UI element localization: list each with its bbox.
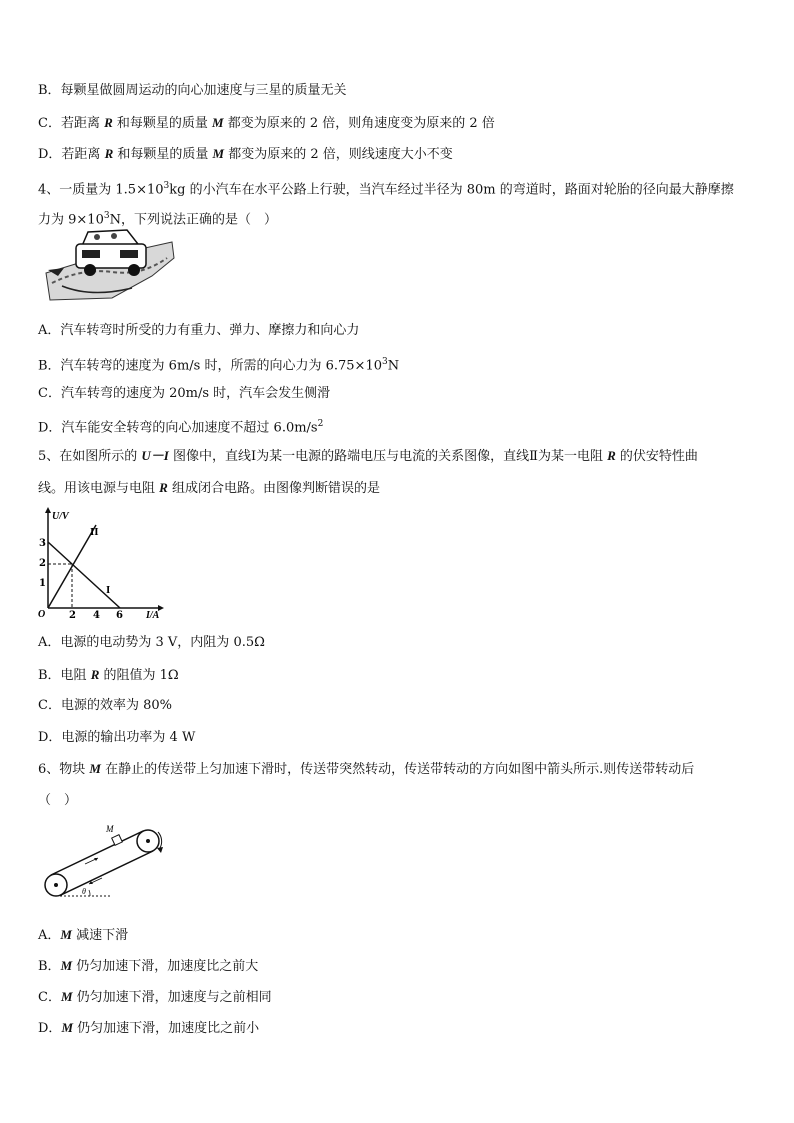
y-axis-arrow-icon [45, 507, 51, 513]
q5-option-c: C．电源的效率为 80% [38, 698, 172, 713]
q6-option-c: C．M 仍匀加速下滑，加速度与之前相同 [38, 989, 272, 1005]
q5-stem-line1: 5、在如图所示的 U－I 图像中，直线Ⅰ为某一电源的路端电压与电流的关系图像，直线Ⅱ为某一电阻 R 的伏安特性曲 [38, 448, 698, 464]
q4-option-d: D．汽车能安全转弯的向心加速度不超过 $6.0m/s^2$ [38, 419, 324, 436]
q4-option-c: C．汽车转弯的速度为 20m/s 时，汽车会发生侧滑 [38, 386, 331, 401]
ui-graph [34, 505, 164, 620]
line-i-source [48, 542, 120, 608]
line-ii-label: II [90, 526, 99, 538]
q4-option-a: A．汽车转弯时所受的力有重力、弹力、摩擦力和向心力 [38, 323, 360, 338]
q3-option-b: B．每颗星做圆周运动的向心加速度与三星的质量无关 [38, 83, 347, 98]
q4-stem-line2: 力为 $9\times 10^3N$，下列说法正确的是（ ） [38, 211, 277, 228]
origin-label: O [38, 609, 46, 620]
y-tick-2: 2 [39, 558, 46, 569]
q6-option-b: B．M 仍匀加速下滑，加速度比之前大 [38, 958, 259, 974]
q3-option-d: D．若距离 R 和每颗星的质量 M 都变为原来的 2 倍，则线速度大小不变 [38, 146, 453, 162]
x-tick-2: 2 [69, 610, 76, 620]
x-tick-4: 4 [93, 610, 100, 620]
x-tick-6: 6 [116, 610, 123, 620]
x-axis-label: I/A [146, 610, 160, 620]
q6-option-a: A．M 减速下滑 [38, 927, 129, 943]
q5-stem-line2: 线。用该电源与电阻 R 组成闭合电路。由图像判断错误的是 [38, 480, 380, 496]
car-turning-figure [42, 228, 177, 308]
q4-stem-line1: 4、一质量为 $1.5\times 10^3kg$ 的小汽车在水平公路上行驶，当汽车经过半径为 80m 的弯道时，路面对轮胎的径向最大静摩擦 [38, 181, 734, 198]
q5-option-b: B．电阻 R 的阻值为 1Ω [38, 667, 179, 683]
block-m-label: M [106, 824, 114, 834]
y-axis-label: U/V [52, 511, 69, 522]
conveyor-belt-figure [40, 818, 175, 906]
q3-option-c: C．若距离 R 和每颗星的质量 M 都变为原来的 2 倍，则角速度变为原来的 2 倍 [38, 115, 495, 131]
y-tick-1: 1 [39, 578, 46, 589]
q6-stem-line2: （ ） [38, 793, 78, 808]
line-i-label: I [106, 584, 111, 596]
theta-label: θ [82, 887, 86, 896]
y-tick-3: 3 [39, 538, 46, 549]
q5-option-d: D．电源的输出功率为 4 W [38, 730, 196, 745]
q5-option-a: A．电源的电动势为 3 V，内阻为 0.5Ω [38, 635, 265, 650]
q6-stem-line1: 6、物块 M 在静止的传送带上匀加速下滑时，传送带突然转动，传送带转动的方向如图中箭头所示.则传送带转动后 [38, 761, 695, 777]
block-m [112, 835, 123, 846]
q6-option-d: D．M 仍匀加速下滑，加速度比之前小 [38, 1020, 260, 1036]
belt-top [51, 831, 143, 875]
q4-option-b: B．汽车转弯的速度为 6m/s 时，所需的向心力为 $6.75\times 10^3N$ [38, 357, 400, 374]
belt-bottom [61, 851, 153, 895]
